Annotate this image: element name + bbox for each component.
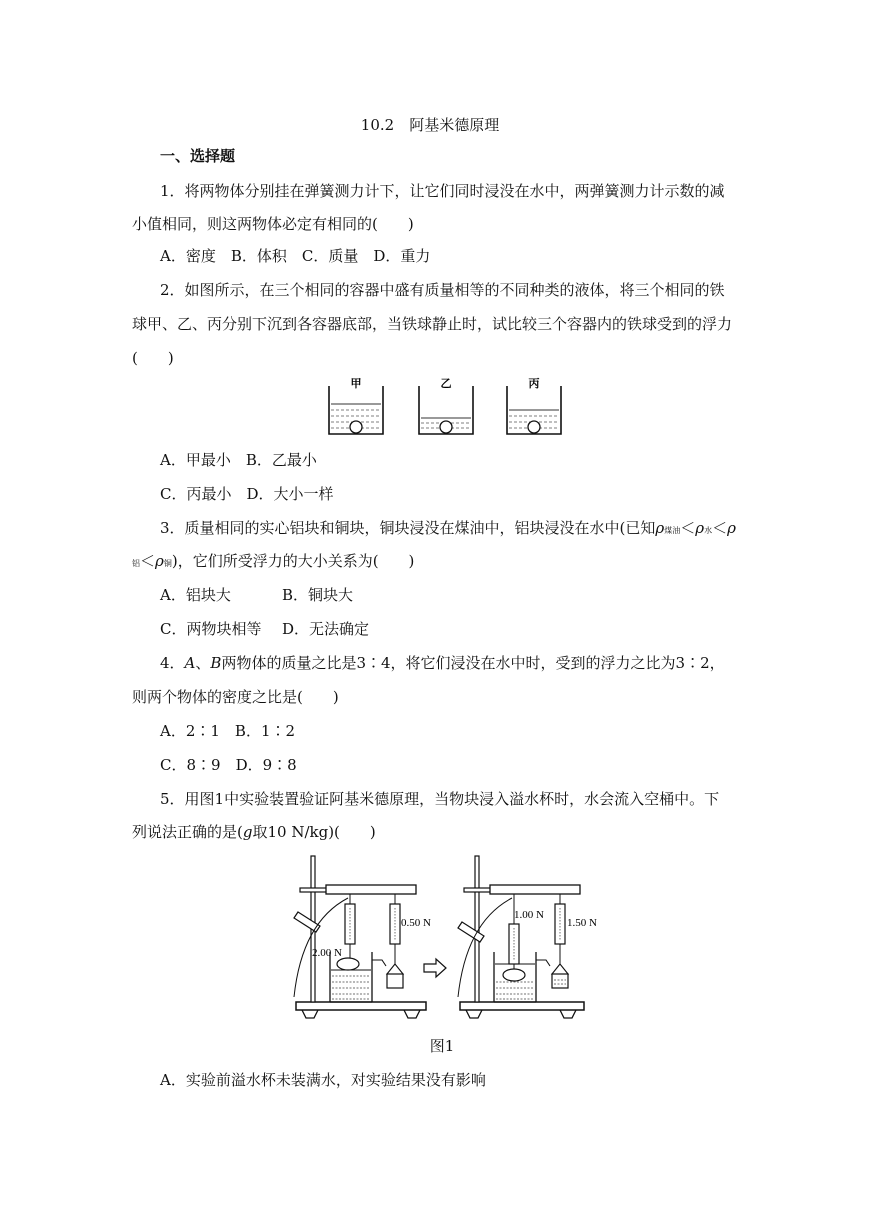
- q4-options-ab: A．2∶1 B．1∶2: [160, 722, 296, 740]
- rho-symbol: ρ: [695, 519, 705, 537]
- right-scale-reading-b: 1.50 N: [567, 917, 597, 929]
- q3-stem-tail: )，它们所受浮力的大小关系为( ): [171, 552, 415, 570]
- q5-stem-pre: 列说法正确的是(: [132, 823, 243, 841]
- figure-caption: 图1: [429, 1037, 455, 1055]
- label-yi: 乙: [440, 377, 452, 390]
- var-b: B: [210, 654, 222, 672]
- archimedes-apparatus-figure: [288, 852, 597, 1024]
- label-jia: 甲: [350, 377, 362, 390]
- q2-stem-line3: ( ): [132, 349, 174, 367]
- sub-kerosene: 煤油: [664, 526, 681, 535]
- q2-options-cd: C．丙最小 D．大小一样: [160, 485, 334, 503]
- q3-option-a: A．铝块大: [160, 586, 231, 604]
- right-arrow-icon: [424, 959, 446, 977]
- q1-options: A．密度 B．体积 C．质量 D．重力: [160, 247, 431, 265]
- q3-option-d: D．无法确定: [282, 620, 370, 638]
- q3-stem-text: 3．质量相同的实心铝块和铜块，铜块浸没在煤油中，铝块浸没在水中(已知: [160, 519, 656, 537]
- q4-stem-line1: [160, 653, 725, 673]
- less-than: ＜: [680, 519, 696, 537]
- q3-stem-line2: [132, 551, 414, 574]
- container-yi: [419, 386, 473, 434]
- three-containers-figure: [325, 376, 565, 438]
- left-scale-reading-b: 0.50 N: [401, 917, 431, 929]
- rho-symbol: ρ: [155, 552, 164, 570]
- apparatus-before: [294, 856, 426, 1018]
- var-g: g: [242, 823, 253, 841]
- q4-number: 4．: [160, 654, 185, 672]
- q5-stem-post: 取10 N/kg)( ): [252, 823, 376, 841]
- q3-option-c: C．两物块相等: [160, 620, 262, 638]
- less-than: ＜: [712, 519, 728, 537]
- q3-option-b: B．铜块大: [282, 586, 354, 604]
- less-than: ＜: [140, 552, 156, 570]
- page-title: 10.2 阿基米德原理: [360, 116, 500, 134]
- q5-stem-line2: [132, 822, 376, 842]
- q1-stem-line2: 小值相同，则这两物体必定有相同的( ): [132, 215, 414, 233]
- q5-option-a: A．实验前溢水杯未装满水，对实验结果没有影响: [160, 1071, 486, 1089]
- q4-sep: 、: [195, 654, 211, 672]
- apparatus-after: [458, 856, 584, 1018]
- container-jia: [329, 386, 383, 434]
- q3-stem-line1: [160, 518, 736, 541]
- q4-options-cd: C．8∶9 D．9∶8: [160, 756, 297, 774]
- q1-stem-line1: 1．将两物体分别挂在弹簧测力计下，让它们同时浸没在水中，两弹簧测力计示数的减: [160, 182, 725, 200]
- sub-copper: 铜: [163, 559, 172, 568]
- container-bing: [507, 386, 561, 434]
- q2-options-ab: A．甲最小 B．乙最小: [160, 451, 317, 469]
- q4-stem-line2: 则两个物体的密度之比是( ): [132, 688, 339, 706]
- section-heading: 一、选择题: [160, 147, 236, 165]
- left-scale-reading-a: 2.00 N: [312, 947, 342, 959]
- right-scale-reading-a: 1.00 N: [514, 909, 544, 921]
- sub-aluminum: 铝: [132, 559, 140, 568]
- q4-stem-rest: 两物体的质量之比是3∶4，将它们浸没在水中时，受到的浮力之比为3∶2，: [221, 654, 725, 672]
- label-bing: 丙: [528, 377, 540, 390]
- rho-symbol: ρ: [727, 519, 736, 537]
- q5-stem-line1: 5．用图1中实验装置验证阿基米德原理，当物块浸入溢水杯时，水会流入空桶中。下: [160, 790, 720, 808]
- q2-stem-line1: 2．如图所示，在三个相同的容器中盛有质量相等的不同种类的液体，将三个相同的铁: [160, 281, 725, 299]
- q2-stem-line2: 球甲、乙、丙分别下沉到各容器底部，当铁球静止时，试比较三个容器内的铁球受到的浮力: [132, 315, 733, 333]
- var-a: A: [184, 654, 196, 672]
- rho-symbol: ρ: [655, 519, 665, 537]
- sub-water: 水: [704, 526, 713, 535]
